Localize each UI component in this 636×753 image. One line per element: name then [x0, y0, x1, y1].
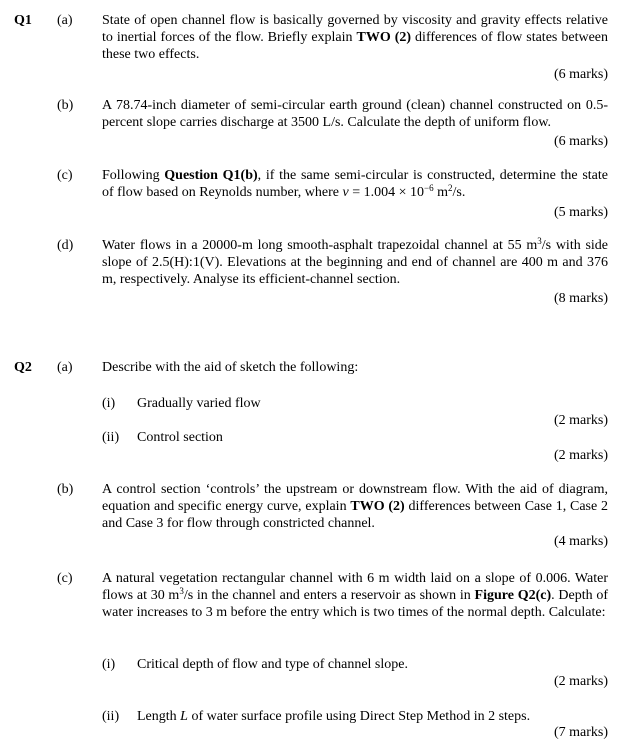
nu-symbol: ν: [342, 185, 349, 200]
q2b-text: A control section ‘controls’ the upstream or downstream flow. With the aid of diagram, equation and specific energy curve, explain TWO (2) differences between Case 1, Case 2 and Case 3 for flow through constricted channel.: [102, 482, 609, 531]
q2a-i-label: (i): [102, 396, 116, 411]
q1c-label: (c): [57, 168, 73, 183]
q1a-marks: (6 marks): [553, 67, 608, 82]
q1d-text: Water flows in a 20000-m long smooth-asphalt trapezoidal channel at 55 $m^3/s$ with side slope of 2.5(H):1(V). Elevations at the beginning and end of channel are 400 m and 376 m, respectively. Analyse its efficient-channel section.: [102, 236, 609, 287]
q2c-figure-ref: Figure Q2(c): [474, 588, 552, 603]
q2a-text: Describe with the aid of sketch the following:: [102, 360, 359, 375]
q1d-marks: (8 marks): [553, 291, 608, 306]
q1d-label: (d): [57, 238, 74, 253]
q1c-bold: Question Q1(b): [164, 168, 258, 183]
q2c-i-marks: (2 marks): [553, 674, 608, 689]
q2b-label: (b): [57, 482, 74, 497]
q2a-i-text: Gradually varied flow: [137, 396, 261, 411]
q2c-text: A natural vegetation rectangular channel with 6 m width laid on a slope of 0.006. Water flows at 30 $m^3/s$ in the channel and enters a reservoir as shown in Figure Q2(c). Depth of water increases to 3 m before the entry which is two times of the normal depth. Calculate:: [102, 571, 608, 620]
q1b-marks: (6 marks): [553, 134, 608, 149]
q2a-ii-label: (ii): [102, 430, 120, 445]
q1c-text: Following Question Q1(b), if the same semi-circular is constructed, determine the state of flow based on Reynolds number, where $\nu = 1.004 \times 10^{-6}$ $m^2/s$.: [102, 168, 608, 200]
q2c-i-label: (i): [102, 657, 116, 672]
q1b-label: (b): [57, 98, 74, 113]
q2c-label: (c): [57, 571, 73, 586]
length-symbol: L: [180, 709, 188, 724]
question-number-q2: Q2: [14, 360, 32, 375]
q1a-label: (a): [57, 13, 73, 28]
q1a-text: State of open channel flow is basically governed by viscosity and gravity effects relative to inertial forces of the flow. Briefly explain TWO (2) differences of flow states between these two effects.: [102, 13, 608, 62]
q2c-ii-text: Length L of water surface profile using Direct Step Method in 2 steps.: [137, 709, 531, 724]
q2a-ii-text: Control section: [137, 430, 223, 445]
q2c-i-text: Critical depth of flow and type of channel slope.: [137, 657, 408, 672]
q1a-bold: TWO (2): [356, 30, 412, 45]
q2b-bold: TWO (2): [350, 499, 405, 514]
q2c-ii-label: (ii): [102, 709, 120, 724]
q2c-ii-marks: (7 marks): [553, 725, 608, 740]
q1c-marks: (5 marks): [553, 205, 608, 220]
q2b-marks: (4 marks): [553, 534, 608, 549]
q1b-text: A 78.74-inch diameter of semi-circular earth ground (clean) channel constructed on 0.5-percent slope carries discharge at 3500 L/s. Calculate the depth of uniform flow.: [102, 98, 608, 130]
q2a-label: (a): [57, 360, 73, 375]
q2a-i-marks: (2 marks): [553, 413, 608, 428]
question-number-q1: Q1: [14, 13, 32, 28]
q2a-ii-marks: (2 marks): [553, 448, 608, 463]
